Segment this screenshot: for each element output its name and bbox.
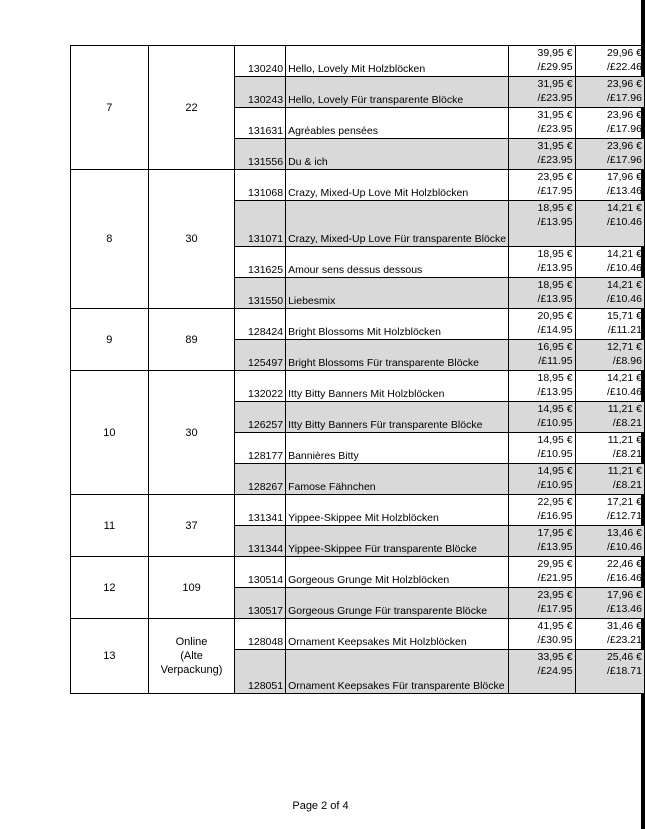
group-number-cell: 9 [71,309,149,371]
regular-price-gbp: /£14.95 [537,324,573,336]
sale-price-gbp: /£17.96 [606,154,642,166]
sale-price-gbp: /£10.46 [606,216,642,228]
sale-price-eur: 14,21 € [606,248,642,260]
sale-price-eur: 11,21 € [607,465,642,477]
sale-price-gbp: /£13.46 [606,185,642,197]
product-code: 128267 [235,464,286,495]
regular-price-eur: 14,95 € [537,465,573,477]
regular-price-cell [509,201,575,247]
sale-price-cell [575,46,644,77]
product-name: Yippee-Skippee Für transparente Blöcke [286,526,509,557]
regular-price-gbp: /£30.95 [537,634,573,646]
price-table [70,45,645,694]
regular-price-eur: 39,95 € [537,47,573,59]
sale-price-gbp: /£8.96 [612,355,642,367]
regular-price-cell [509,77,575,108]
sale-price-eur: 17,21 € [606,496,642,508]
product-code: 131344 [235,526,286,557]
regular-price-eur: 14,95 € [537,403,573,415]
regular-price-cell [509,371,575,402]
product-code: 128051 [235,650,286,694]
sale-price-cell [575,588,644,619]
sale-price-cell [575,278,644,309]
product-name: Bright Blossoms Mit Holzblöcken [286,309,509,340]
page-footer: Page 2 of 4 [292,800,349,812]
regular-price-cell [509,433,575,464]
regular-price-cell [509,139,575,170]
sale-price-eur: 12,71 € [606,341,642,353]
product-code: 126257 [235,402,286,433]
sale-price-cell [575,108,644,139]
regular-price-gbp: /£10.95 [537,479,573,491]
regular-price-gbp: /£24.95 [537,665,573,677]
sale-price-eur: 11,21 € [607,434,642,446]
sale-price-gbp: /£10.46 [606,386,642,398]
sale-price-cell [575,340,644,371]
sale-price-cell [575,650,644,694]
sale-price-gbp: /£16.46 [606,572,642,584]
sale-price-eur: 13,46 € [606,527,642,539]
sale-price-gbp: /£10.46 [606,541,642,553]
group-number-cell: 13 [71,619,149,694]
regular-price-eur: 33,95 € [537,651,573,663]
product-name: Ornament Keepsakes Für transparente Blöcke [286,650,509,694]
sale-price-eur: 25,46 € [606,651,642,663]
regular-price-eur: 18,95 € [537,248,573,260]
group-count-cell: 89 [148,309,235,371]
group-count-line: Verpackung) [160,664,223,676]
regular-price-cell [509,309,575,340]
product-name: Amour sens dessus dessous [286,247,509,278]
regular-price-eur: 23,95 € [537,589,573,601]
sale-price-eur: 31,46 € [606,620,642,632]
product-code: 128177 [235,433,286,464]
regular-price-cell [509,650,575,694]
sale-price-eur: 29,96 € [606,47,642,59]
regular-price-gbp: /£11.95 [538,355,573,367]
group-count-line: Online [175,636,208,648]
regular-price-gbp: /£23.95 [537,154,573,166]
sale-price-eur: 22,46 € [606,558,642,570]
regular-price-gbp: /£13.95 [537,293,573,305]
regular-price-gbp: /£17.95 [537,603,573,615]
table-row [71,371,645,402]
regular-price-gbp: /£13.95 [537,386,573,398]
sale-price-gbp: /£10.46 [606,293,642,305]
product-name: Liebesmix [286,278,509,309]
product-name: Yippee-Skippee Mit Holzblöcken [286,495,509,526]
sale-price-cell [575,526,644,557]
regular-price-cell [509,108,575,139]
sale-price-gbp: /£8.21 [612,448,642,460]
product-name: Crazy, Mixed-Up Love Mit Holzblöcken [286,170,509,201]
product-name: Hello, Lovely Mit Holzblöcken [286,46,509,77]
product-code: 130517 [235,588,286,619]
sale-price-cell [575,201,644,247]
regular-price-cell [509,170,575,201]
regular-price-gbp: /£13.95 [537,262,573,274]
regular-price-gbp: /£29.95 [537,61,573,73]
regular-price-cell [509,340,575,371]
regular-price-eur: 20,95 € [537,310,573,322]
product-code: 130514 [235,557,286,588]
regular-price-eur: 22,95 € [537,496,573,508]
group-number-cell: 10 [71,371,149,495]
group-count-cell: 30 [148,371,235,495]
product-code: 128424 [235,309,286,340]
sale-price-gbp: /£17.96 [606,123,642,135]
product-code: 130240 [235,46,286,77]
sale-price-cell [575,309,644,340]
product-name: Crazy, Mixed-Up Love Für transparente Blöcke [286,201,509,247]
product-code: 131550 [235,278,286,309]
sale-price-gbp: /£8.21 [612,479,642,491]
regular-price-eur: 14,95 € [537,434,573,446]
sale-price-eur: 15,71 € [606,310,642,322]
table-row [71,309,645,340]
regular-price-eur: 18,95 € [537,279,573,291]
product-code: 128048 [235,619,286,650]
sale-price-eur: 23,96 € [606,78,642,90]
table-row [71,170,645,201]
regular-price-gbp: /£17.95 [537,185,573,197]
regular-price-cell [509,278,575,309]
sale-price-eur: 11,21 € [607,403,642,415]
sale-price-eur: 23,96 € [606,109,642,121]
sale-price-cell [575,402,644,433]
regular-price-eur: 16,95 € [537,341,573,353]
product-code: 131556 [235,139,286,170]
group-count-cell: 22 [148,46,235,170]
sale-price-cell [575,139,644,170]
regular-price-cell [509,619,575,650]
regular-price-cell [509,588,575,619]
sale-price-gbp: /£23.21 [606,634,642,646]
regular-price-cell [509,526,575,557]
product-name: Du & ich [286,139,509,170]
group-count-cell [148,619,235,694]
regular-price-eur: 29,95 € [537,558,573,570]
group-count-cell: 30 [148,170,235,309]
sale-price-cell [575,464,644,495]
sale-price-gbp: /£12.71 [606,510,642,522]
regular-price-cell [509,464,575,495]
table-row [71,619,645,650]
sale-price-cell [575,247,644,278]
product-name: Agréables pensées [286,108,509,139]
product-name: Bannières Bitty [286,433,509,464]
product-code: 131625 [235,247,286,278]
regular-price-gbp: /£13.95 [537,541,573,553]
sale-price-cell [575,170,644,201]
sale-price-eur: 23,96 € [606,140,642,152]
product-name: Itty Bitty Banners Mit Holzblöcken [286,371,509,402]
sale-price-gbp: /£10.46 [606,262,642,274]
group-number-cell: 11 [71,495,149,557]
product-name: Bright Blossoms Für transparente Blöcke [286,340,509,371]
sale-price-cell [575,371,644,402]
table-row [71,495,645,526]
table-row [71,557,645,588]
regular-price-eur: 17,95 € [537,527,573,539]
product-name: Ornament Keepsakes Mit Holzblöcken [286,619,509,650]
sale-price-cell [575,619,644,650]
product-name: Itty Bitty Banners Für transparente Blöcke [286,402,509,433]
regular-price-cell [509,46,575,77]
regular-price-cell [509,495,575,526]
regular-price-eur: 31,95 € [537,109,573,121]
sale-price-eur: 17,96 € [606,589,642,601]
regular-price-gbp: /£13.95 [537,216,573,228]
product-name: Famose Fähnchen [286,464,509,495]
sale-price-cell [575,433,644,464]
sale-price-gbp: /£8.21 [612,417,642,429]
product-code: 131631 [235,108,286,139]
regular-price-eur: 31,95 € [537,140,573,152]
group-number-cell: 12 [71,557,149,619]
sale-price-gbp: /£22.46 [606,61,642,73]
product-code: 130243 [235,77,286,108]
regular-price-eur: 23,95 € [537,171,573,183]
regular-price-gbp: /£16.95 [537,510,573,522]
sale-price-eur: 14,21 € [606,372,642,384]
sale-price-gbp: /£11.21 [607,324,642,336]
sale-price-eur: 14,21 € [606,202,642,214]
sale-price-cell [575,77,644,108]
product-name: Gorgeous Grunge Für transparente Blöcke [286,588,509,619]
regular-price-gbp: /£10.95 [537,448,573,460]
regular-price-eur: 41,95 € [537,620,573,632]
sale-price-eur: 14,21 € [606,279,642,291]
regular-price-cell [509,557,575,588]
price-table-body [71,46,645,694]
regular-price-eur: 18,95 € [537,372,573,384]
sale-price-gbp: /£17.96 [606,92,642,104]
regular-price-gbp: /£23.95 [537,123,573,135]
group-count-cell: 37 [148,495,235,557]
regular-price-eur: 31,95 € [537,78,573,90]
regular-price-eur: 18,95 € [537,202,573,214]
sale-price-cell [575,557,644,588]
product-code: 131071 [235,201,286,247]
regular-price-gbp: /£23.95 [537,92,573,104]
product-name: Gorgeous Grunge Mit Holzblöcken [286,557,509,588]
product-code: 131341 [235,495,286,526]
product-code: 132022 [235,371,286,402]
regular-price-gbp: /£21.95 [537,572,573,584]
group-number-cell: 8 [71,170,149,309]
sale-price-gbp: /£13.46 [606,603,642,615]
sale-price-gbp: /£18.71 [606,665,642,677]
table-row [71,46,645,77]
product-name: Hello, Lovely Für transparente Blöcke [286,77,509,108]
regular-price-gbp: /£10.95 [537,417,573,429]
group-number-cell: 7 [71,46,149,170]
sale-price-cell [575,495,644,526]
product-code: 125497 [235,340,286,371]
regular-price-cell [509,247,575,278]
sale-price-eur: 17,96 € [606,171,642,183]
product-code: 131068 [235,170,286,201]
group-count-cell: 109 [148,557,235,619]
regular-price-cell [509,402,575,433]
group-count-line: (Alte [180,650,203,662]
